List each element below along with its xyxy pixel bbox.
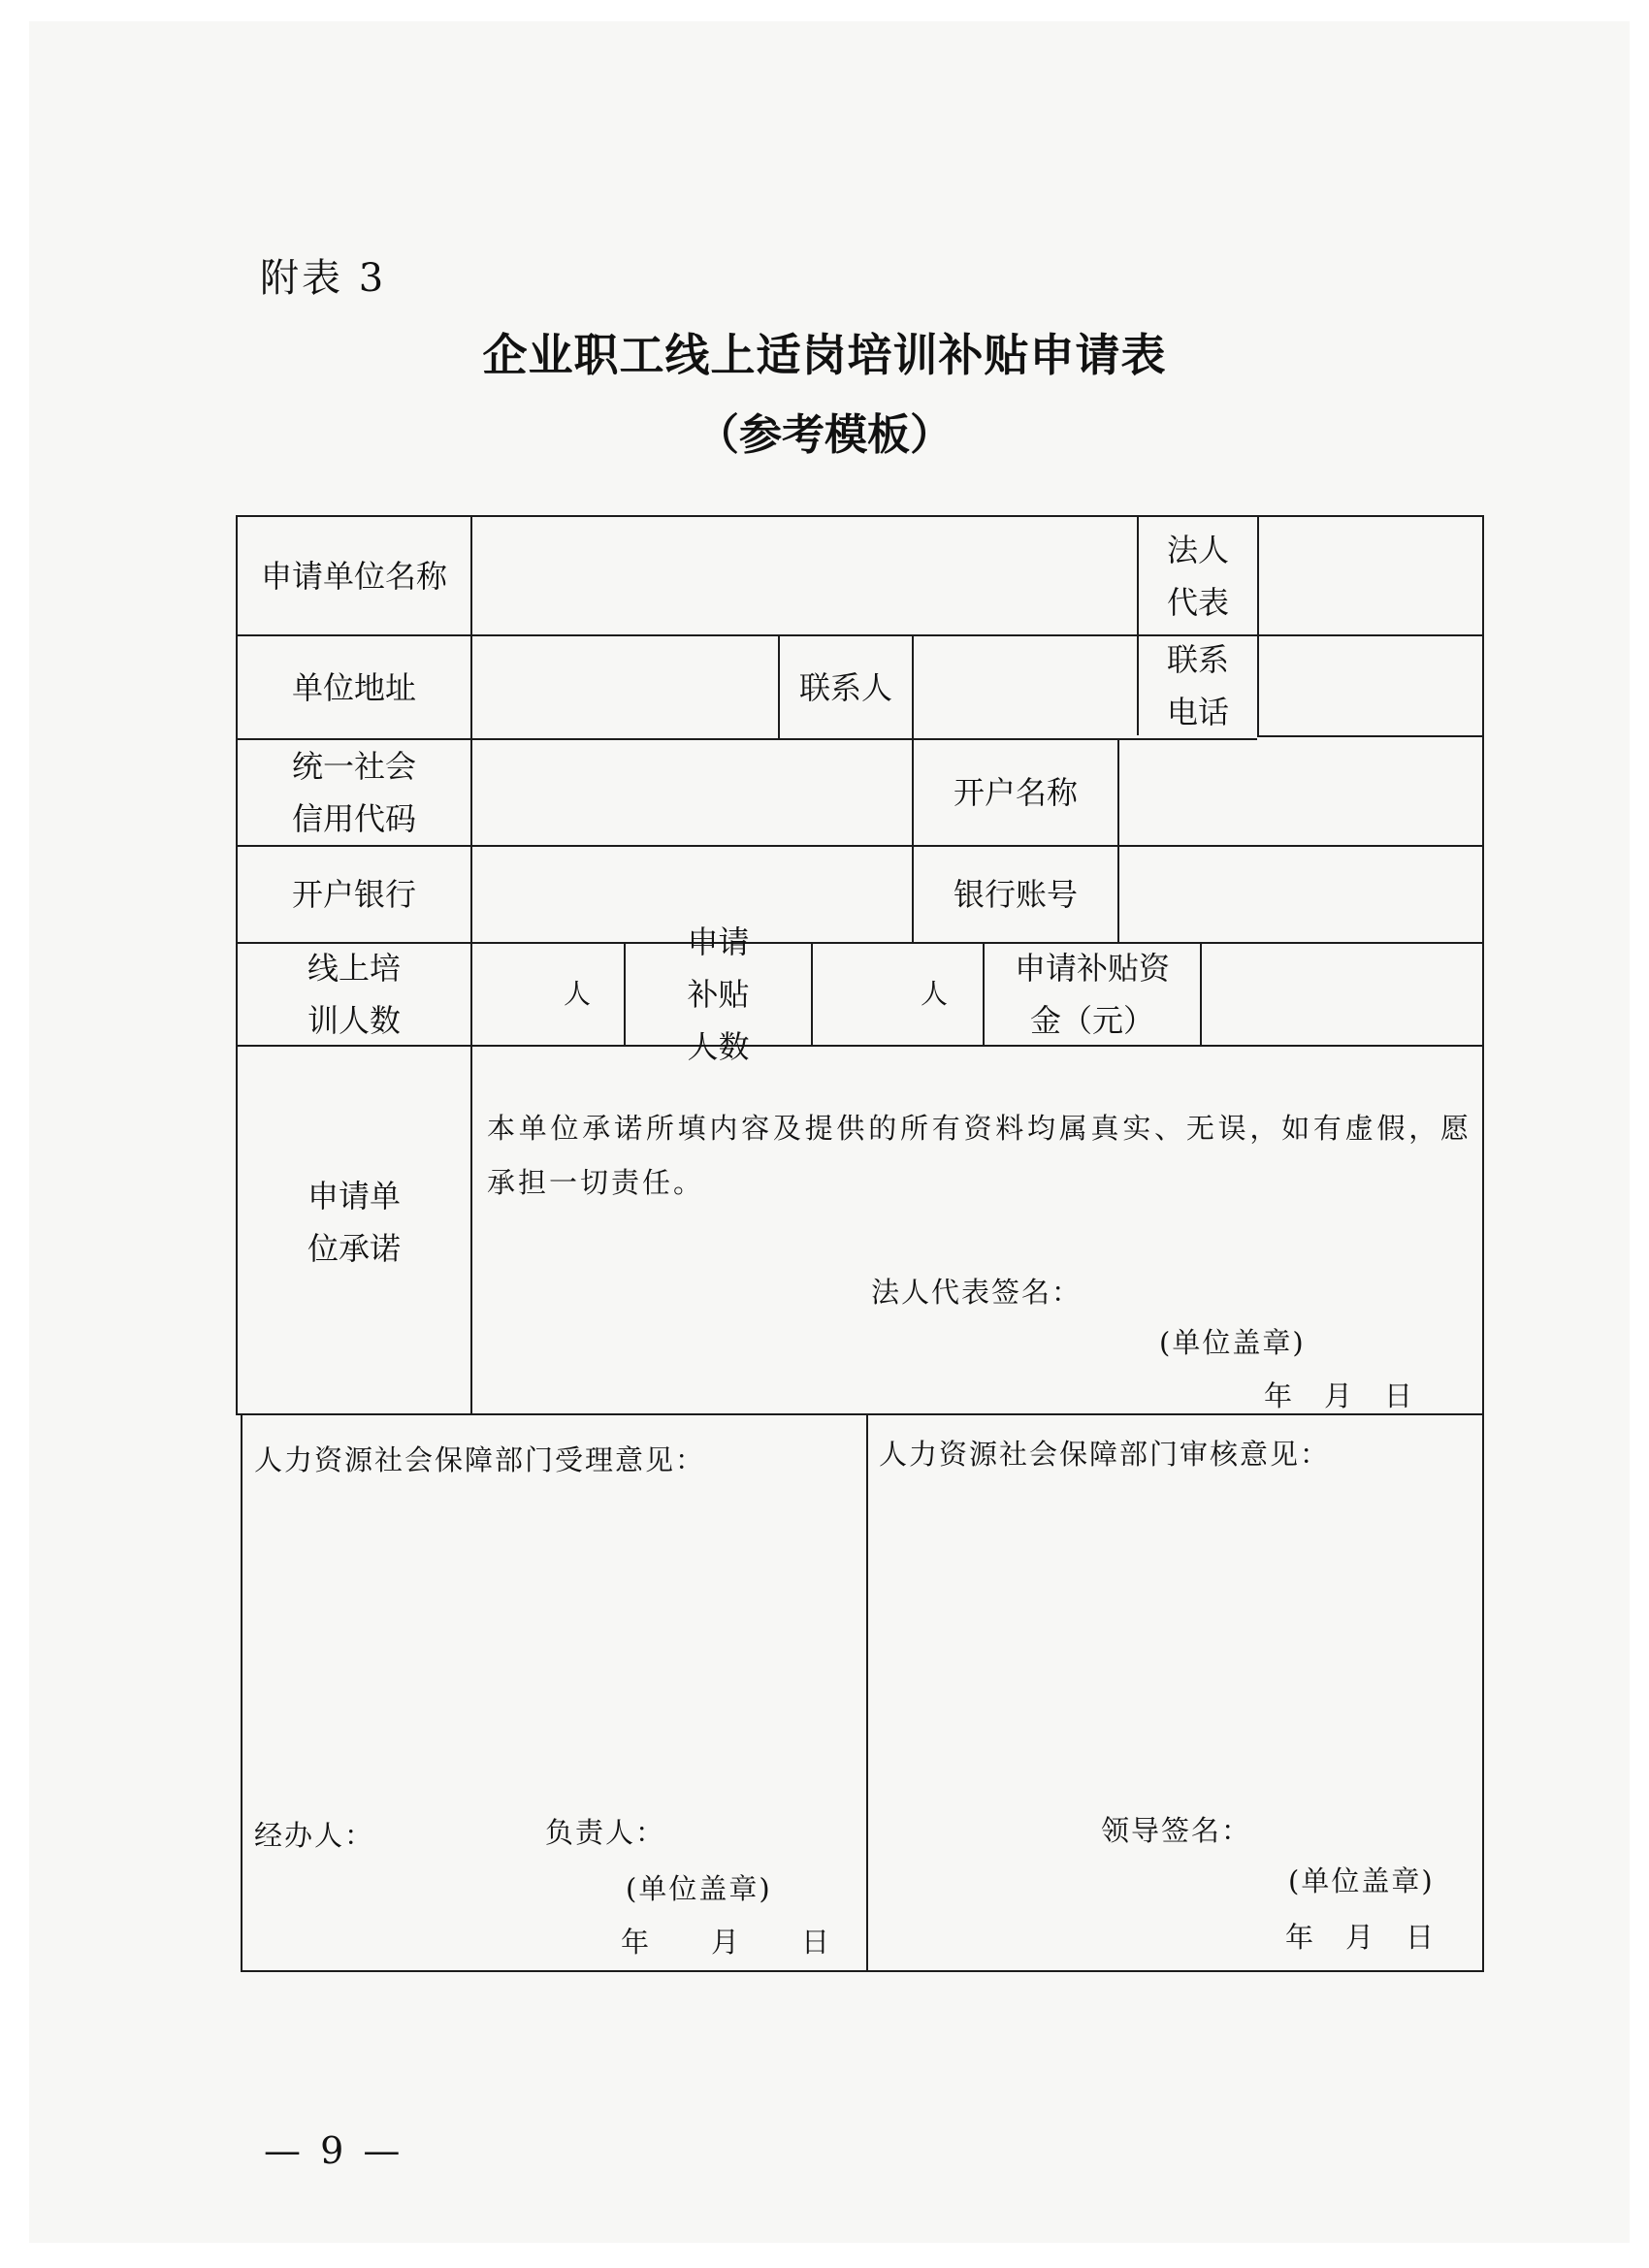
credit-code-label-text: 统一社会信用代码	[291, 748, 416, 837]
legal-rep-label	[1139, 517, 1257, 634]
account-name-input[interactable]	[1119, 740, 1482, 845]
responsible-label: 负责人：	[545, 1816, 666, 1849]
online-trainees-input[interactable]	[472, 944, 624, 1045]
applicant-name-label	[238, 517, 470, 634]
phone-label-text: 联系电话	[1166, 641, 1229, 730]
credit-code-input[interactable]	[472, 740, 912, 845]
bank-label-text: 开户银行	[291, 876, 416, 913]
bank-label	[238, 847, 470, 942]
review-date: 年 月 日	[1285, 1921, 1437, 1954]
trainees-unit: 人	[563, 978, 591, 1010]
acceptance-title: 人力资源社会保障部门受理意见：	[254, 1443, 706, 1476]
table-line	[241, 1413, 242, 1972]
table-line	[866, 1413, 868, 1970]
address-label	[238, 636, 470, 738]
phone-label	[1139, 636, 1257, 735]
commitment-label-text: 申请单位承诺	[307, 1178, 401, 1267]
commitment-date: 年 月 日	[1264, 1379, 1415, 1412]
table-line	[241, 1970, 1484, 1972]
acceptance-seal-label: (单位盖章)	[626, 1872, 772, 1905]
handler-label: 经办人：	[254, 1819, 375, 1852]
applicant-name-label-text: 申请单位名称	[260, 557, 447, 595]
form-title: 企业职工线上适岗培训补贴申请表	[482, 329, 1167, 381]
subsidy-amount-input[interactable]	[1202, 944, 1482, 1045]
subsidy-people-unit: 人	[920, 978, 948, 1010]
commitment-seal-label: (单位盖章)	[1159, 1326, 1306, 1359]
review-title: 人力资源社会保障部门审核意见：	[879, 1438, 1331, 1471]
leader-signature-label: 领导签名：	[1101, 1814, 1252, 1847]
legal-rep-input[interactable]	[1259, 517, 1482, 634]
commitment-label	[238, 1145, 470, 1300]
subsidy-people-input[interactable]	[813, 944, 983, 1045]
account-name-label	[914, 740, 1117, 845]
attachment-label: 附表 3	[260, 256, 387, 301]
acceptance-date: 年 月 日	[621, 1926, 832, 1959]
review-seal-label: (单位盖章)	[1288, 1864, 1435, 1897]
subsidy-people-label	[626, 923, 811, 1065]
subsidy-people-label-text: 申请补贴人数	[687, 923, 750, 1065]
address-label-text: 单位地址	[291, 668, 416, 706]
account-number-input[interactable]	[1119, 847, 1482, 942]
legal-rep-label-text: 法人代表	[1166, 531, 1229, 621]
applicant-name-input[interactable]	[472, 517, 1137, 634]
commitment-statement: 本单位承诺所填内容及提供的所有资料均属真实、无误，如有虚假，愿承担一切责任。	[487, 1112, 1471, 1199]
table-line	[1482, 515, 1484, 1972]
contact-label	[780, 636, 912, 738]
account-number-label-text: 银行账号	[953, 876, 1078, 913]
legal-rep-signature-label: 法人代表签名：	[871, 1276, 1083, 1309]
address-input[interactable]	[472, 636, 778, 738]
contact-input[interactable]	[914, 636, 1137, 738]
subsidy-amount-label-text: 申请补贴资金（元）	[1014, 950, 1170, 1039]
credit-code-label	[238, 740, 470, 845]
account-number-label	[914, 847, 1117, 942]
account-name-label-text: 开户名称	[953, 774, 1078, 811]
subsidy-amount-label	[985, 944, 1200, 1045]
page-number: — 9 —	[264, 2129, 404, 2172]
online-trainees-label	[238, 944, 470, 1045]
contact-label-text: 联系人	[798, 668, 892, 706]
online-trainees-label-text: 线上培训人数	[307, 950, 401, 1039]
table-line	[236, 1045, 1483, 1047]
form-subtitle: （参考模板）	[696, 410, 953, 460]
